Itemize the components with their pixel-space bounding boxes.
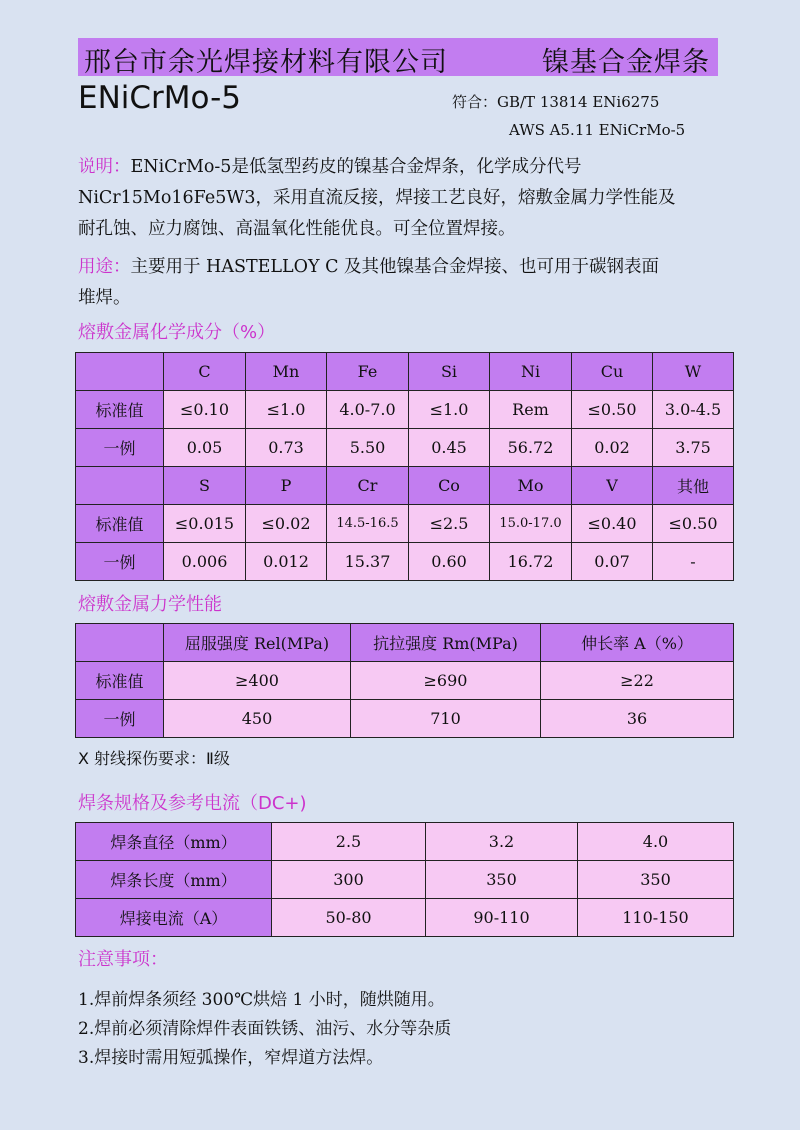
chem-header-row-cell: Co bbox=[409, 467, 490, 505]
spec-table bbox=[75, 822, 734, 937]
chem-data-row-cell: 16.72 bbox=[490, 543, 572, 581]
chem-data-row-cell: ≤1.0 bbox=[409, 391, 490, 429]
chemical-title: 熔敷金属化学成分（%） bbox=[78, 322, 276, 343]
chem-data-row-cell: 一例 bbox=[76, 543, 164, 581]
xray-requirement: X 射线探伤要求：Ⅱ级 bbox=[78, 749, 230, 768]
usage-label: 用途： bbox=[78, 257, 131, 277]
chem-data-row-cell: ≤0.015 bbox=[164, 505, 246, 543]
mech-data-row-cell: ≥400 bbox=[164, 662, 351, 700]
chem-data-row-cell: 0.05 bbox=[164, 429, 246, 467]
chem-data-row-cell: 0.45 bbox=[409, 429, 490, 467]
chem-data-row-cell: ≤1.0 bbox=[246, 391, 327, 429]
chem-header-row-cell: W bbox=[653, 353, 734, 391]
note-item-3: 3.焊接时需用短弧操作，窄焊道方法焊。 bbox=[78, 1048, 384, 1068]
chem-header-row-cell bbox=[76, 467, 164, 505]
usage-line-2: 堆焊。 bbox=[78, 288, 131, 308]
chem-header-row-cell: Mo bbox=[490, 467, 572, 505]
chemical-table bbox=[75, 352, 734, 581]
notes-title: 注意事项： bbox=[78, 949, 168, 970]
chem-data-row-cell: 56.72 bbox=[490, 429, 572, 467]
description-line-3: 耐孔蚀、应力腐蚀、高温氧化性能优良。可全位置焊接。 bbox=[78, 219, 516, 239]
mechanical-table bbox=[75, 623, 734, 738]
chem-header-row bbox=[76, 353, 734, 391]
mech-data-row-cell: ≥690 bbox=[351, 662, 541, 700]
spec-data-row bbox=[76, 861, 734, 899]
chem-header-row-cell: Ni bbox=[490, 353, 572, 391]
chem-data-row-cell: 0.07 bbox=[572, 543, 653, 581]
note-item-1: 1.焊前焊条须经 300℃烘焙 1 小时，随烘随用。 bbox=[78, 990, 445, 1010]
chem-header-row bbox=[76, 467, 734, 505]
chem-data-row-cell: 5.50 bbox=[327, 429, 409, 467]
chem-header-row-cell: S bbox=[164, 467, 246, 505]
spec-data-row-cell: 350 bbox=[426, 861, 578, 899]
usage bbox=[78, 252, 728, 314]
usage-line-1: 主要用于 HASTELLOY C 及其他镍基合金焊接、也可用于碳钢表面 bbox=[130, 257, 660, 277]
chem-data-row-cell: 标准值 bbox=[76, 391, 164, 429]
spec-data-row-cell: 4.0 bbox=[578, 823, 734, 861]
spec-data-row-cell: 焊接电流（A） bbox=[76, 899, 272, 937]
chem-data-row-cell: 15.0-17.0 bbox=[490, 505, 572, 543]
chem-data-row-cell: 3.75 bbox=[653, 429, 734, 467]
mech-header-row bbox=[76, 624, 734, 662]
model-number: ENiCrMo-5 bbox=[78, 80, 241, 116]
chem-data-row-cell: 0.006 bbox=[164, 543, 246, 581]
spec-data-row-cell: 350 bbox=[578, 861, 734, 899]
chem-header-row-cell bbox=[76, 353, 164, 391]
spec-data-row-cell: 300 bbox=[272, 861, 426, 899]
spec-data-row-cell: 焊条直径（mm） bbox=[76, 823, 272, 861]
chem-data-row-cell: ≤0.02 bbox=[246, 505, 327, 543]
chem-data-row bbox=[76, 429, 734, 467]
chem-data-row-cell: 一例 bbox=[76, 429, 164, 467]
chem-data-row bbox=[76, 543, 734, 581]
mech-data-row-cell: 450 bbox=[164, 700, 351, 738]
mech-data-row-cell: 710 bbox=[351, 700, 541, 738]
mech-data-row-cell: 标准值 bbox=[76, 662, 164, 700]
standard-line-2: AWS A5.11 ENiCrMo-5 bbox=[509, 121, 686, 139]
mech-data-row bbox=[76, 662, 734, 700]
chem-data-row bbox=[76, 505, 734, 543]
mechanical-title: 熔敷金属力学性能 bbox=[78, 594, 222, 615]
chem-data-row bbox=[76, 391, 734, 429]
chem-data-row-cell: 15.37 bbox=[327, 543, 409, 581]
mech-header-row-cell: 伸长率 A（%） bbox=[541, 624, 734, 662]
chem-data-row-cell: 0.012 bbox=[246, 543, 327, 581]
chem-data-row-cell: ≤0.50 bbox=[653, 505, 734, 543]
chem-header-row-cell: Cr bbox=[327, 467, 409, 505]
spec-data-row-cell: 3.2 bbox=[426, 823, 578, 861]
spec-data-row bbox=[76, 823, 734, 861]
chem-header-row-cell: Si bbox=[409, 353, 490, 391]
company-name: 邢台市余光焊接材料有限公司 bbox=[84, 47, 448, 78]
description-line-2: NiCr15Mo16Fe5W3，采用直流反接，焊接工艺良好，熔敷金属力学性能及 bbox=[78, 188, 676, 208]
chem-header-row-cell: V bbox=[572, 467, 653, 505]
mech-data-row-cell: ≥22 bbox=[541, 662, 734, 700]
chem-data-row-cell: 14.5-16.5 bbox=[327, 505, 409, 543]
mech-data-row bbox=[76, 700, 734, 738]
chem-header-row-cell: P bbox=[246, 467, 327, 505]
chem-data-row-cell: ≤0.40 bbox=[572, 505, 653, 543]
spec-data-row-cell: 90-110 bbox=[426, 899, 578, 937]
chem-data-row-cell: 0.02 bbox=[572, 429, 653, 467]
description-line-1: ENiCrMo-5是低氢型药皮的镍基合金焊条，化学成分代号 bbox=[130, 157, 582, 177]
spec-data-row bbox=[76, 899, 734, 937]
description-label: 说明： bbox=[78, 157, 131, 177]
spec-data-row-cell: 110-150 bbox=[578, 899, 734, 937]
mech-header-row-cell bbox=[76, 624, 164, 662]
chem-data-row-cell: 0.60 bbox=[409, 543, 490, 581]
chem-header-row-cell: Mn bbox=[246, 353, 327, 391]
mech-header-row-cell: 抗拉强度 Rm(MPa) bbox=[351, 624, 541, 662]
mech-data-row-cell: 36 bbox=[541, 700, 734, 738]
chem-data-row-cell: 标准值 bbox=[76, 505, 164, 543]
description bbox=[78, 152, 728, 245]
chem-data-row-cell: - bbox=[653, 543, 734, 581]
product-name: 镍基合金焊条 bbox=[542, 47, 710, 78]
chem-header-row-cell: 其他 bbox=[653, 467, 734, 505]
chem-data-row-cell: 4.0-7.0 bbox=[327, 391, 409, 429]
standard-line-1: 符合：GB/T 13814 ENi6275 bbox=[452, 93, 660, 111]
mech-header-row-cell: 屈服强度 Rel(MPa) bbox=[164, 624, 351, 662]
chem-header-row-cell: C bbox=[164, 353, 246, 391]
chem-header-row-cell: Cu bbox=[572, 353, 653, 391]
note-item-2: 2.焊前必须清除焊件表面铁锈、油污、水分等杂质 bbox=[78, 1019, 452, 1039]
spec-data-row-cell: 2.5 bbox=[272, 823, 426, 861]
mech-data-row-cell: 一例 bbox=[76, 700, 164, 738]
spec-data-row-cell: 50-80 bbox=[272, 899, 426, 937]
chem-header-row-cell: Fe bbox=[327, 353, 409, 391]
spec-data-row-cell: 焊条长度（mm） bbox=[76, 861, 272, 899]
chem-data-row-cell: 0.73 bbox=[246, 429, 327, 467]
spec-title: 焊条规格及参考电流（DC+) bbox=[78, 793, 307, 814]
chem-data-row-cell: ≤2.5 bbox=[409, 505, 490, 543]
chem-data-row-cell: ≤0.50 bbox=[572, 391, 653, 429]
chem-data-row-cell: ≤0.10 bbox=[164, 391, 246, 429]
chem-data-row-cell: Rem bbox=[490, 391, 572, 429]
chem-data-row-cell: 3.0-4.5 bbox=[653, 391, 734, 429]
